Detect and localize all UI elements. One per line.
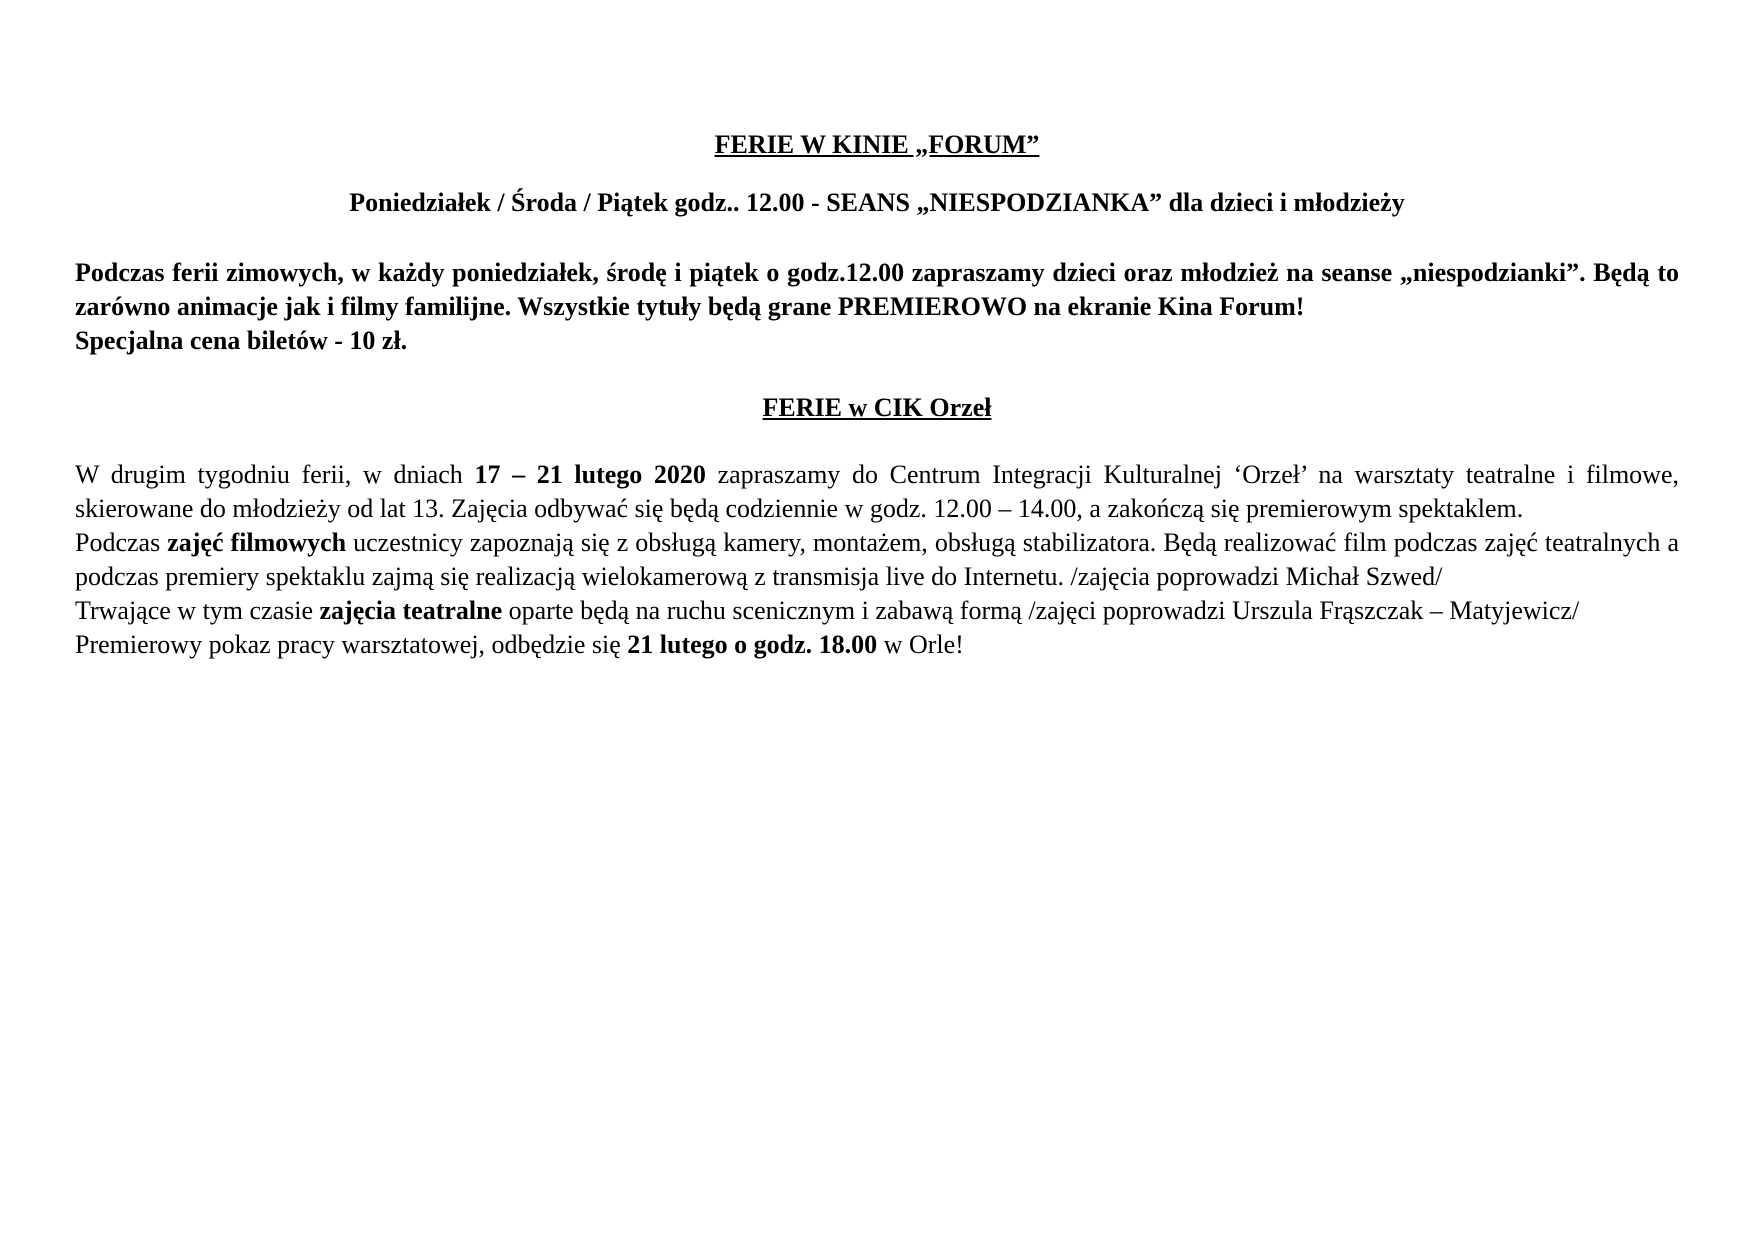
text-run: zapraszamy do Centrum Integracji Kulturalnej ‘Orzeł’ na warsztaty teatralne i filmowe, skierowane do młodzieży od lat 13. Zajęcia odbywać się będą codziennie w godz. 12.00 – 14.00, a zakończą się premierowym spektaklem. [75, 460, 1679, 523]
text-run: Premierowy pokaz pracy warsztatowej, odbędzie się [75, 630, 628, 659]
bold-dates: 17 – 21 lutego 2020 [474, 460, 706, 489]
forum-ticket-price: Specjalna cena biletów - 10 zł. [75, 326, 408, 355]
text-run: uczestnicy zapoznają się z obsługą kamery, montażem, obsługą stabilizatora. Będą realizować film podczas zajęć teatralnych a podczas premiery spektaklu zajmą się realizacją wielokamerową z transmisja live do Internetu. /zajęcia poprowadzi Michał Szwed/ [75, 528, 1679, 591]
bold-premiere-date: 21 lutego o godz. 18.00 [627, 630, 878, 659]
orzel-paragraph-film [75, 526, 1679, 594]
orzel-paragraph-premiere [75, 628, 1679, 662]
orzel-paragraph-theatre [75, 594, 1679, 628]
document-page [75, 128, 1679, 662]
forum-heading: FERIE W KINIE „FORUM” [714, 130, 1040, 159]
bold-theatre-workshops: zajęcia teatralne [319, 596, 503, 625]
orzel-heading: FERIE w CIK Orzeł [762, 393, 992, 422]
orzel-paragraph-dates [75, 458, 1679, 526]
text-run: W drugim tygodniu ferii, w dniach [75, 460, 475, 489]
text-run: Trwające w tym czasie [75, 596, 320, 625]
bold-film-workshops: zajęć filmowych [167, 528, 347, 557]
text-run: Podczas [75, 528, 168, 557]
forum-description: Podczas ferii zimowych, w każdy poniedziałek, środę i piątek o godz.12.00 zapraszamy dzieci oraz młodzież na seanse „niespodzianki”. Będą to zarówno animacje jak i filmy familijne. Wszystkie tytuły będą grane PREMIEROWO na ekranie Kina Forum! [75, 258, 1679, 321]
forum-schedule: Poniedziałek / Środa / Piątek godz.. 12.00 - SEANS „NIESPODZIANKA” dla dzieci i młodzieży [349, 188, 1405, 217]
text-run: oparte będą na ruchu scenicznym i zabawą formą /zajęci poprowadzi Urszula Frąszczak – Matyjewicz/ [502, 596, 1580, 625]
text-run: w Orle! [877, 630, 964, 659]
